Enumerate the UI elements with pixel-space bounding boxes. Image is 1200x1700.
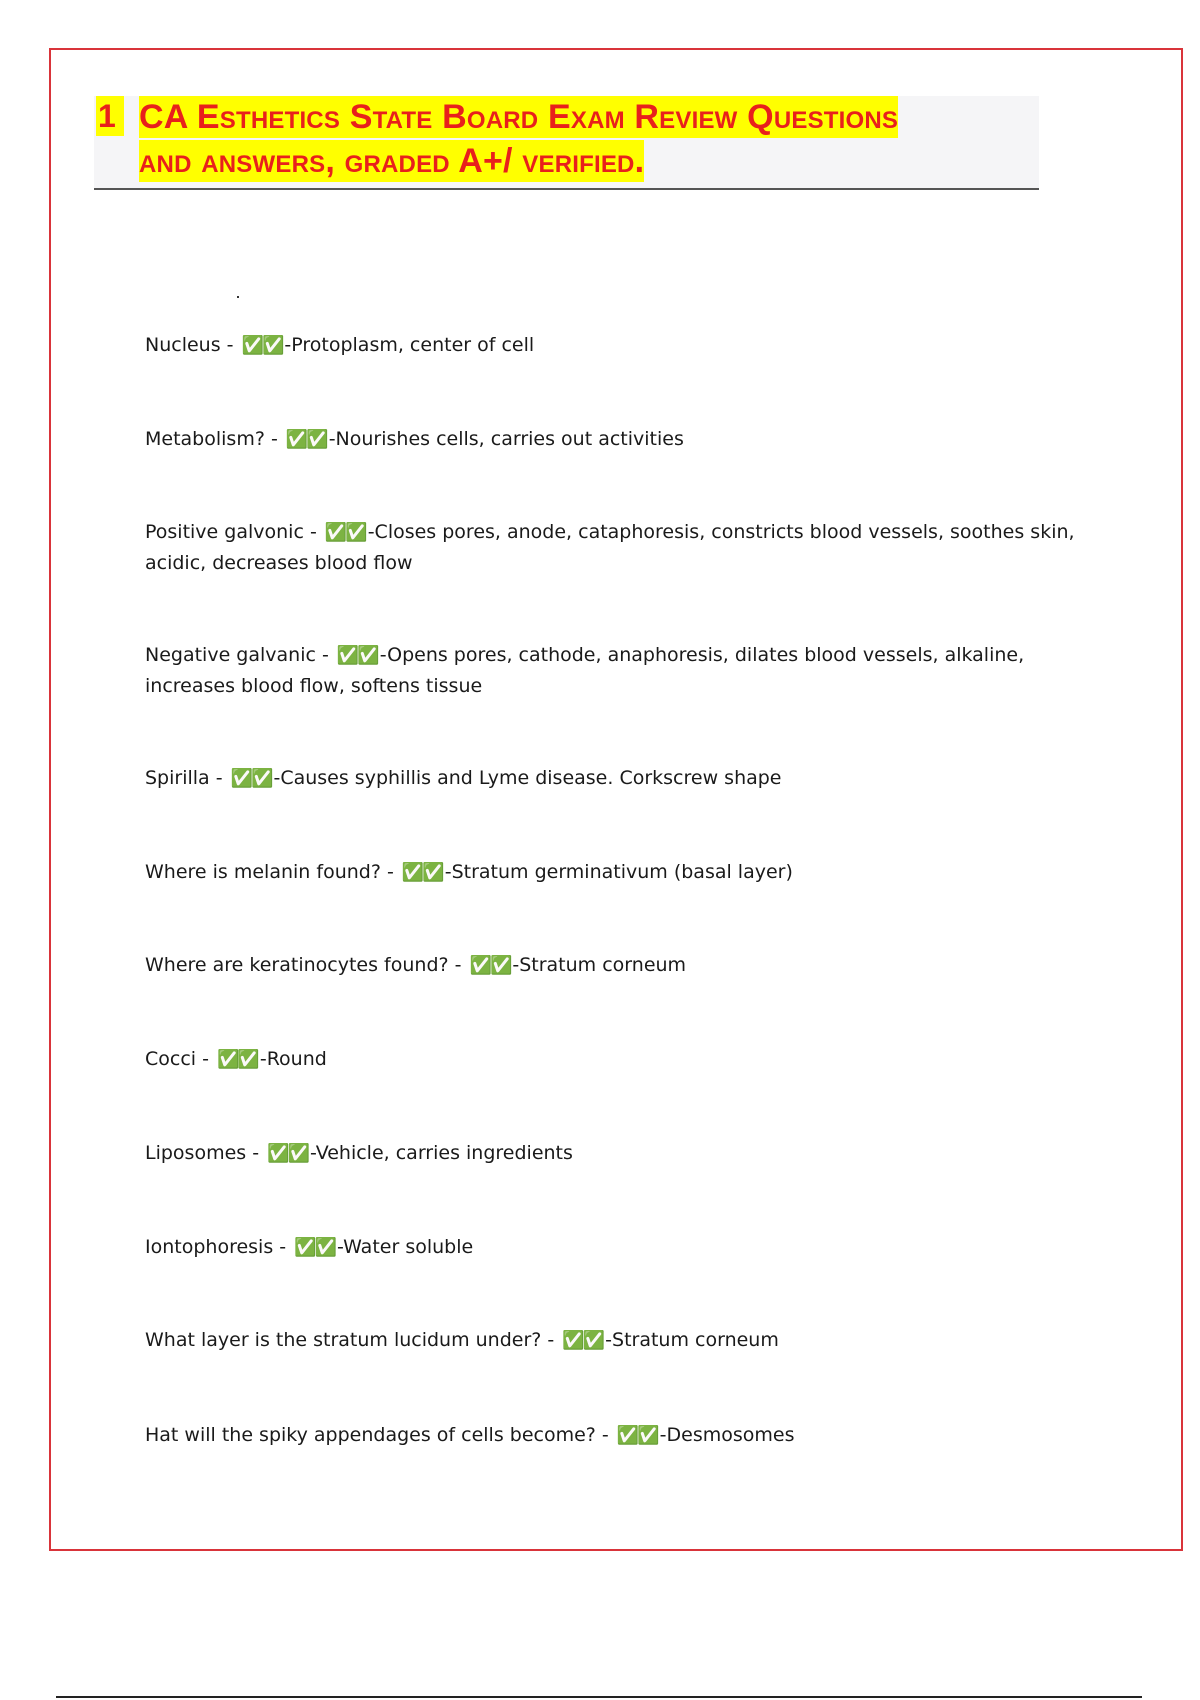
- qa-answer: Vehicle, carries ingredients: [315, 1142, 573, 1164]
- qa-question: Iontophoresis: [145, 1236, 280, 1258]
- qa-question: Negative galvanic: [145, 644, 322, 666]
- qa-separator: -: [309, 1142, 316, 1164]
- qa-answer: Closes pores, anode, cataphoresis, constricts blood vessels, soothes skin, acidic, decreases blood flow: [145, 521, 1075, 574]
- double-check-icon: ✅✅: [401, 862, 443, 883]
- qa-question: Where is melanin found?: [145, 861, 387, 883]
- qa-item: [145, 517, 1095, 578]
- double-check-icon: ✅✅: [469, 955, 511, 976]
- qa-separator: -: [547, 1329, 561, 1351]
- qa-separator: -: [270, 428, 284, 450]
- qa-separator: -: [202, 1048, 216, 1070]
- qa-separator: -: [605, 1329, 613, 1351]
- qa-separator: -: [284, 334, 292, 356]
- double-check-icon: ✅✅: [267, 1143, 308, 1164]
- qa-separator: -: [321, 644, 335, 666]
- qa-separator: -: [659, 1424, 667, 1446]
- qa-separator: -: [367, 521, 375, 543]
- qa-separator: -: [309, 521, 323, 543]
- qa-item: [145, 1232, 1095, 1263]
- qa-answer: Stratum germinativum (basal layer): [451, 861, 793, 883]
- double-check-icon: ✅✅: [336, 645, 378, 666]
- heading-title-line-1: CA Esthetics State Board Exam Review Questions: [139, 98, 899, 136]
- double-check-icon: ✅✅: [241, 335, 283, 356]
- qa-item: [145, 424, 1095, 455]
- qa-answer: Stratum corneum: [612, 1329, 779, 1351]
- qa-item: [145, 857, 1095, 888]
- qa-question: Hat will the spiky appendages of cells become?: [145, 1424, 602, 1446]
- qa-answer: Water soluble: [343, 1236, 474, 1258]
- double-check-icon: ✅✅: [285, 429, 327, 450]
- qa-separator: -: [226, 334, 240, 356]
- double-check-icon: ✅✅: [616, 1425, 658, 1446]
- qa-question: Nucleus: [145, 334, 227, 356]
- heading-number: 1: [96, 96, 124, 136]
- qa-separator: -: [273, 767, 281, 789]
- qa-separator: -: [337, 1236, 344, 1258]
- qa-answer: Nourishes cells, carries out activities: [335, 428, 684, 450]
- qa-answer: Stratum corneum: [519, 954, 687, 976]
- footer-rule: [56, 1696, 1142, 1698]
- double-check-icon: ✅✅: [294, 1237, 336, 1258]
- qa-answer: Causes syphillis and Lyme disease. Corkscrew shape: [280, 767, 782, 789]
- qa-question: Metabolism?: [145, 428, 271, 450]
- qa-separator: -: [601, 1424, 615, 1446]
- qa-separator: -: [215, 767, 229, 789]
- double-check-icon: ✅✅: [324, 522, 366, 543]
- qa-question: What layer is the stratum lucidum under?: [145, 1329, 548, 1351]
- qa-answer: Round: [266, 1048, 327, 1070]
- qa-separator: -: [252, 1142, 266, 1164]
- qa-separator: -: [512, 954, 520, 976]
- qa-separator: -: [444, 861, 452, 883]
- qa-answer: Desmosomes: [666, 1424, 795, 1446]
- double-check-icon: ✅✅: [217, 1049, 258, 1070]
- qa-separator: -: [279, 1236, 293, 1258]
- qa-question: Positive galvonic: [145, 521, 310, 543]
- qa-item: [145, 1420, 1095, 1451]
- qa-answer: Protoplasm, center of cell: [291, 334, 535, 356]
- qa-separator: -: [379, 644, 388, 666]
- double-check-icon: ✅✅: [230, 768, 272, 789]
- qa-item: [145, 950, 1095, 981]
- qa-item: [145, 1044, 1095, 1075]
- qa-item: [145, 1325, 1095, 1356]
- qa-answer: Opens pores, cathode, anaphoresis, dilates blood vessels, alkaline, increases blood flow, softens tissue: [145, 644, 1025, 697]
- qa-separator: -: [328, 428, 336, 450]
- double-check-icon: ✅✅: [562, 1330, 604, 1351]
- qa-item: [145, 330, 1095, 361]
- qa-item: [145, 1138, 1095, 1169]
- document-heading: [94, 96, 1039, 190]
- qa-separator: -: [454, 954, 468, 976]
- qa-question: Liposomes: [145, 1142, 253, 1164]
- qa-separator: -: [259, 1048, 267, 1070]
- heading-title-line-2: and answers, graded A+/ verified.: [139, 142, 645, 180]
- stray-dot: [237, 296, 239, 298]
- qa-item: [145, 640, 1095, 701]
- qa-separator: -: [386, 861, 400, 883]
- qa-question: Where are keratinocytes found?: [145, 954, 455, 976]
- qa-question: Spirilla: [145, 767, 216, 789]
- qa-item: [145, 763, 1095, 794]
- qa-question: Cocci: [145, 1048, 203, 1070]
